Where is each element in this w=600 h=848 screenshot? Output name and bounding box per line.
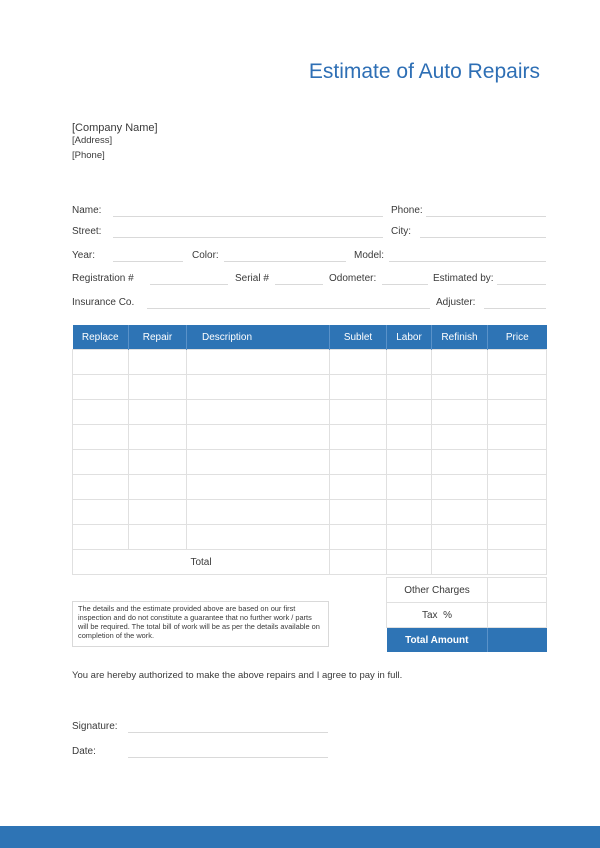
col-repair: Repair	[129, 325, 187, 350]
other-charges-label: Other Charges	[387, 578, 488, 603]
color-field[interactable]	[224, 261, 346, 262]
other-charges-row	[387, 578, 547, 603]
col-labor: Labor	[387, 325, 432, 350]
table-row[interactable]	[73, 425, 547, 450]
table-row[interactable]	[73, 525, 547, 550]
signature-field[interactable]	[128, 732, 328, 733]
year-label: Year:	[72, 250, 95, 261]
street-label: Street:	[72, 226, 102, 237]
name-label: Name:	[72, 205, 102, 216]
company-address: [Address]	[72, 135, 113, 146]
serial-label: Serial #	[235, 273, 269, 284]
registration-label: Registration #	[72, 273, 134, 284]
summary-table	[386, 577, 547, 652]
name-field[interactable]	[113, 216, 383, 217]
tax-value[interactable]	[488, 603, 547, 628]
tax-label: Tax %	[387, 603, 488, 628]
estimated-by-field[interactable]	[497, 284, 546, 285]
phone-label: Phone:	[391, 205, 423, 216]
total-amount-row	[387, 628, 547, 653]
total-amount-label: Total Amount	[387, 628, 488, 653]
total-label: Total	[73, 550, 330, 575]
table-row[interactable]	[73, 350, 547, 375]
footer-bar	[0, 826, 600, 848]
odometer-field[interactable]	[382, 284, 428, 285]
col-price: Price	[488, 325, 547, 350]
col-replace: Replace	[73, 325, 129, 350]
col-sublet: Sublet	[330, 325, 387, 350]
other-charges-value[interactable]	[488, 578, 547, 603]
table-row[interactable]	[73, 400, 547, 425]
col-refinish: Refinish	[432, 325, 488, 350]
odometer-label: Odometer:	[329, 273, 377, 284]
city-field[interactable]	[420, 237, 546, 238]
street-field[interactable]	[113, 237, 383, 238]
page-title: Estimate of Auto Repairs	[308, 60, 540, 83]
date-field[interactable]	[128, 757, 328, 758]
phone-field[interactable]	[426, 216, 546, 217]
insurance-field[interactable]	[147, 308, 430, 309]
table-header	[73, 325, 547, 350]
insurance-label: Insurance Co.	[72, 297, 135, 308]
tax-row	[387, 603, 547, 628]
serial-field[interactable]	[275, 284, 323, 285]
city-label: City:	[391, 226, 411, 237]
terms-note: The details and the estimate provided above are based on our first inspection and do not constitute a guarantee that no further work / parts will be required. The total bill of work will be as per the details available on completion of the work.	[72, 601, 329, 647]
model-field[interactable]	[389, 261, 546, 262]
registration-field[interactable]	[150, 284, 228, 285]
estimate-table	[72, 325, 547, 575]
date-label: Date:	[72, 746, 96, 757]
table-row[interactable]	[73, 375, 547, 400]
total-row	[73, 550, 547, 575]
table-row[interactable]	[73, 450, 547, 475]
year-field[interactable]	[113, 261, 183, 262]
estimated-by-label: Estimated by:	[433, 273, 494, 284]
table-row[interactable]	[73, 475, 547, 500]
company-name: [Company Name]	[72, 122, 158, 134]
signature-label: Signature:	[72, 721, 118, 732]
authorization-text: You are hereby authorized to make the above repairs and I agree to pay in full.	[72, 670, 403, 681]
adjuster-field[interactable]	[484, 308, 546, 309]
model-label: Model:	[354, 250, 385, 261]
table-row[interactable]	[73, 500, 547, 525]
total-amount-value[interactable]	[488, 628, 547, 653]
color-label: Color:	[192, 250, 219, 261]
col-description: Description	[187, 325, 330, 350]
adjuster-label: Adjuster:	[436, 297, 476, 308]
company-phone: [Phone]	[72, 150, 105, 161]
